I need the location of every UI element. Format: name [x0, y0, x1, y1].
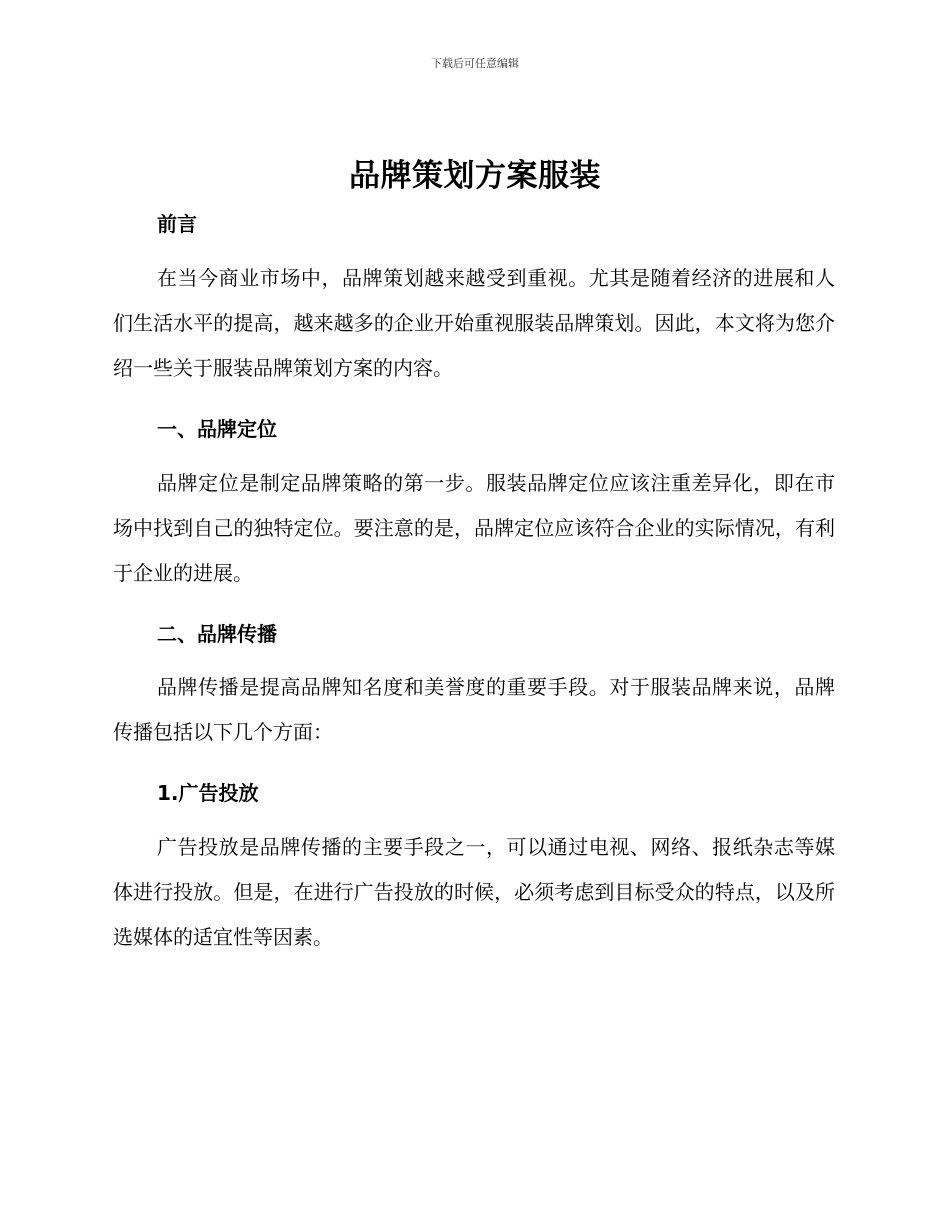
section-heading-advertising: 1.广告投放	[157, 781, 259, 805]
section-paragraph-advertising: 广告投放是品牌传播的主要手段之一，可以通过电视、网络、报纸杂志等媒体进行投放。但是，在进行广告投放的时候，必须考虑到目标受众的特点，以及所选媒体的适宜性等因素。	[113, 835, 835, 949]
section-paragraph-preface: 在当今商业市场中，品牌策划越来越受到重视。尤其是随着经济的进展和人们生活水平的提高，越来越多的企业开始重视服装品牌策划。因此，本文将为您介绍一些关于服装品牌策划方案的内容。	[113, 266, 835, 380]
section-paragraph-brand-communication: 品牌传播是提高品牌知名度和美誉度的重要手段。对于服装品牌来说，品牌传播包括以下几个方面：	[113, 675, 835, 744]
document-title: 品牌策划方案服装	[349, 158, 601, 194]
section-heading-brand-positioning: 一、品牌定位	[157, 417, 277, 441]
section-heading-preface: 前言	[157, 212, 197, 236]
section-paragraph-brand-positioning: 品牌定位是制定品牌策略的第一步。服装品牌定位应该注重差异化，即在市场中找到自己的独特定位。要注意的是，品牌定位应该符合企业的实际情况，有利于企业的进展。	[113, 471, 835, 585]
page-header-note: 下载后可任意编辑	[431, 57, 519, 70]
section-heading-brand-communication: 二、品牌传播	[157, 622, 277, 646]
